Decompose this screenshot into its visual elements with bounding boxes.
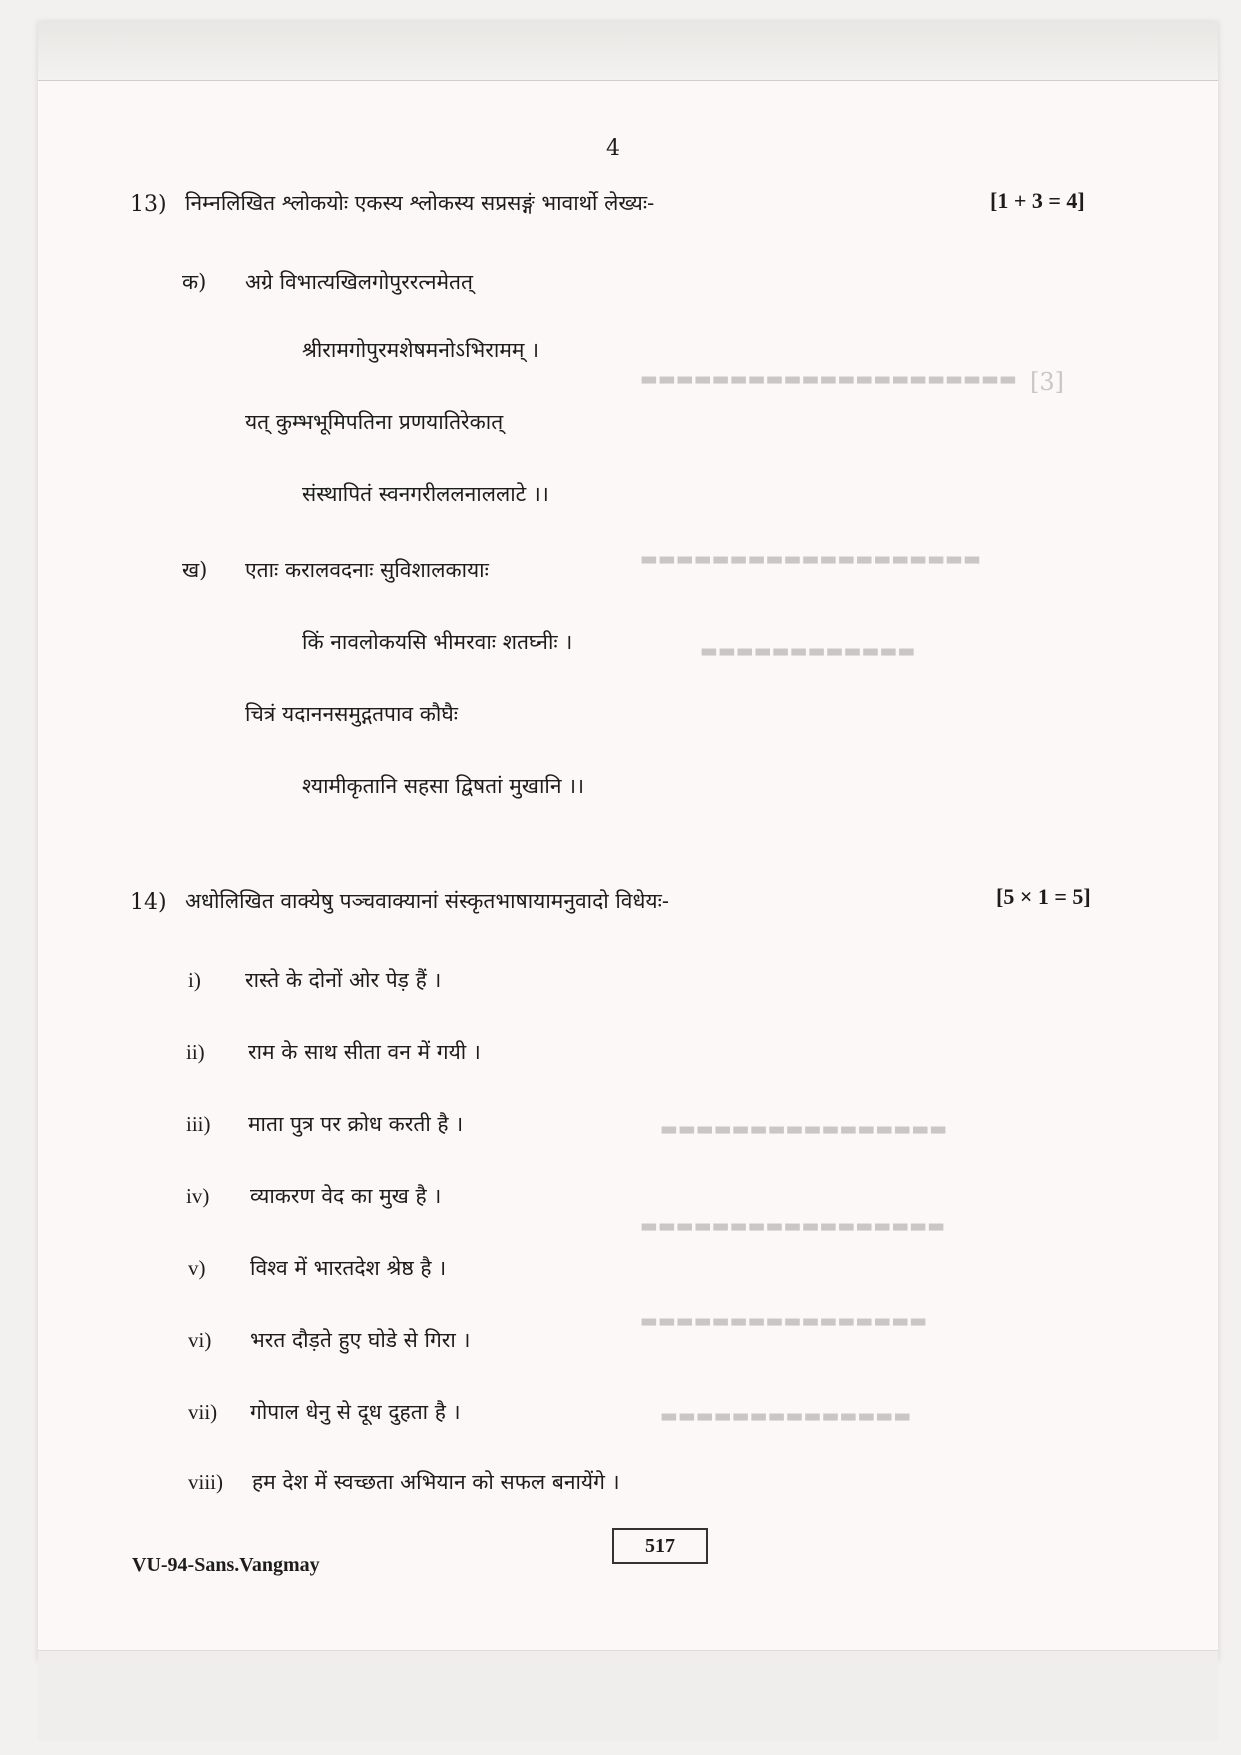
verse-line: अग्रे विभात्यखिलगोपुररत्नमेतत् (245, 270, 473, 294)
verse-line: किं नावलोकयसि भीमरवाः शतघ्नीः । (302, 630, 573, 654)
bleed-through-line: ▬▬▬▬▬▬▬▬▬▬▬▬▬▬▬▬ (640, 1310, 928, 1332)
item-text: व्याकरण वेद का मुख है । (250, 1184, 442, 1208)
question-14-marks: [5 × 1 = 5] (996, 884, 1091, 909)
page-number: 4 (606, 136, 620, 161)
item-label: i) (188, 968, 201, 992)
question-13-number: 13) (130, 192, 167, 217)
item-label: vii) (188, 1400, 218, 1424)
verse-line: चित्रं यदाननसमुद्गतपाव कौघैः (245, 702, 458, 726)
item-label: v) (188, 1256, 206, 1280)
question-13-text: निम्नलिखित श्लोकयोः एकस्य श्लोकस्य सप्रसङ्गं भावार्थो लेख्यः- (185, 191, 655, 215)
item-text: भरत दौड़ते हुए घोडे से गिरा । (250, 1328, 471, 1352)
question-14-text: अधोलिखित वाक्येषु पञ्चवाक्यानां संस्कृतभाषायामनुवादो विधेयः- (185, 889, 669, 913)
verse-line: संस्थापितं स्वनगरीललनाललाटे ।। (302, 482, 549, 506)
bleed-through-mark: [3] (1030, 368, 1064, 396)
bleed-through-line: ▬▬▬▬▬▬▬▬▬▬▬▬ (700, 640, 916, 662)
verse-line: श्रीरामगोपुरमशेषमनोऽभिरामम् । (302, 338, 540, 362)
bleed-through-line: ▬▬▬▬▬▬▬▬▬▬▬▬▬▬▬▬▬▬▬ (640, 548, 982, 570)
verse-line: यत् कुम्भभूमिपतिना प्रणयातिरेकात् (245, 410, 504, 434)
bleed-through-line: ▬▬▬▬▬▬▬▬▬▬▬▬▬▬▬▬▬▬▬▬▬ (640, 368, 1017, 390)
verse-line: श्यामीकृतानि सहसा द्विषतां मुखानि ।। (302, 774, 585, 798)
item-text: माता पुत्र पर क्रोध करती है । (248, 1112, 464, 1136)
item-text: रास्ते के दोनों ओर पेड़ हैं । (245, 968, 442, 992)
item-label: ii) (186, 1040, 205, 1064)
question-14-number: 14) (130, 890, 167, 915)
verse-line: एताः करालवदनाः सुविशालकायाः (245, 558, 489, 582)
item-text: विश्व में भारतदेश श्रेष्ठ है । (250, 1256, 447, 1280)
sheet-number-box: 517 (612, 1528, 708, 1564)
item-label: viii) (188, 1470, 223, 1494)
option-label-kha: ख) (182, 558, 208, 582)
bleed-through-line: ▬▬▬▬▬▬▬▬▬▬▬▬▬▬▬▬▬ (640, 1215, 946, 1237)
option-label-ka: क) (182, 270, 207, 294)
question-13-marks: [1 + 3 = 4] (990, 188, 1085, 213)
item-label: vi) (188, 1328, 212, 1352)
paper-code: VU-94-Sans.Vangmay (132, 1554, 320, 1576)
scanner-bottom-band (38, 1650, 1218, 1741)
item-text: राम के साथ सीता वन में गयी । (248, 1040, 481, 1064)
bleed-through-line: ▬▬▬▬▬▬▬▬▬▬▬▬▬▬ (660, 1405, 912, 1427)
bleed-through-line: ▬▬▬▬▬▬▬▬▬▬▬▬▬▬▬▬ (660, 1118, 948, 1140)
item-text: हम देश में स्वच्छता अभियान को सफल बनायेंगे । (252, 1470, 620, 1494)
item-label: iv) (186, 1184, 210, 1208)
item-text: गोपाल धेनु से दूध दुहता है । (250, 1400, 461, 1424)
item-label: iii) (186, 1112, 211, 1136)
scanner-top-band (38, 22, 1218, 81)
